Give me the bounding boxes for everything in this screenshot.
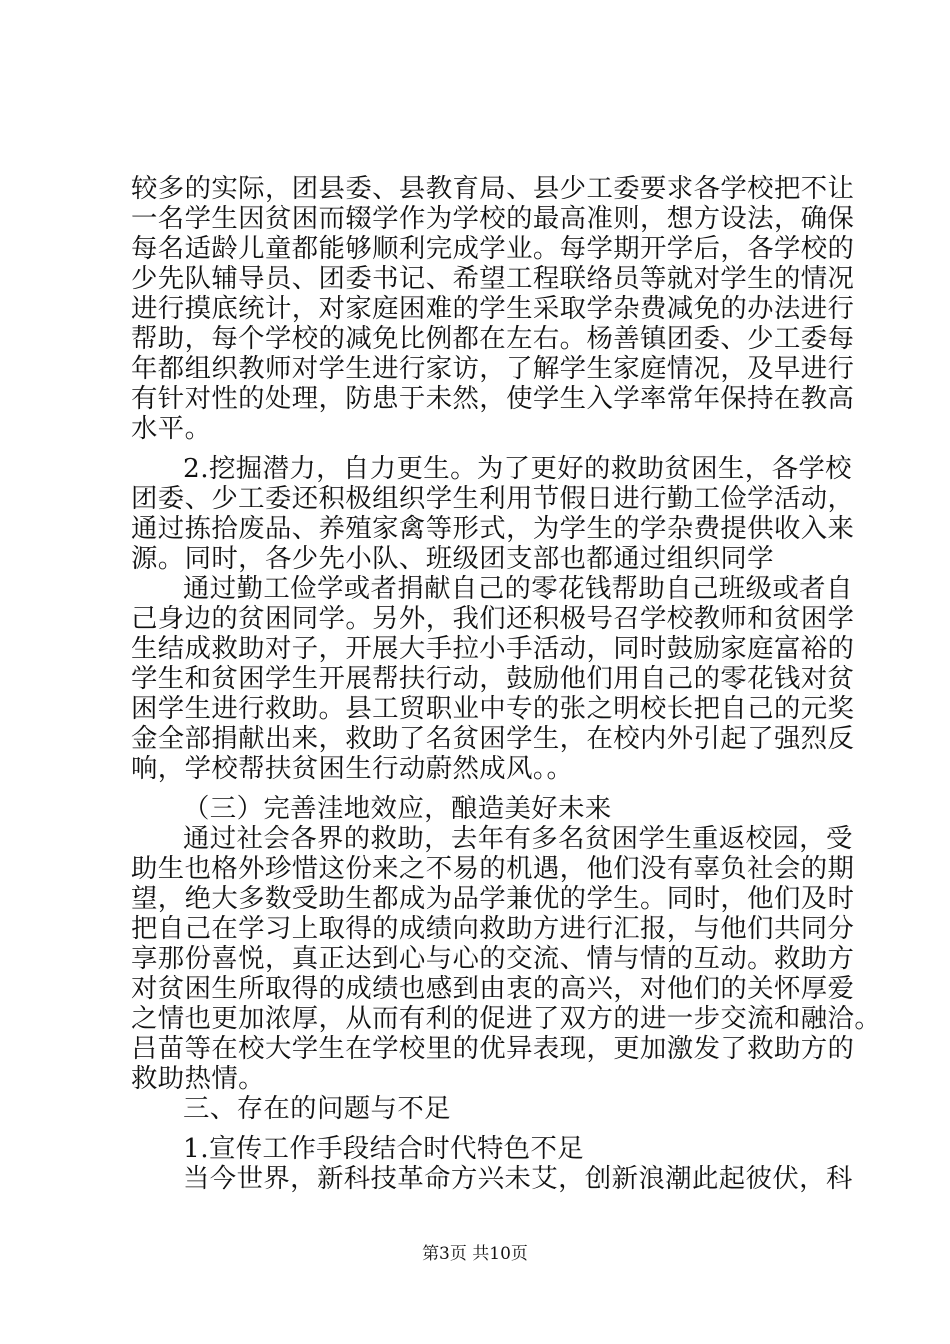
body-line: 有针对性的处理，防患于未然，使学生入学率常年保持在教高 — [131, 383, 855, 414]
page-footer: 第3页 共10页 — [422, 1244, 528, 1264]
body-line: 享那份喜悦，真正达到心与心的交流、情与情的互动。救助方 — [131, 943, 855, 974]
body-line: 生结成救助对子，开展大手拉小手活动，同时鼓励家庭富裕的 — [131, 633, 855, 664]
body-line: 当今世界，新科技革命方兴未艾，创新浪潮此起彼伏，科 — [183, 1163, 853, 1194]
body-line: 之情也更加浓厚，从而有利的促进了双方的进一步交流和融洽。 — [131, 1003, 882, 1034]
body-line: 通过勤工俭学或者捐献自己的零花钱帮助自己班级或者自 — [183, 573, 853, 604]
body-line: 对贫困生所取得的成绩也感到由衷的高兴，对他们的关怀厚爱 — [131, 973, 855, 1004]
body-line: 较多的实际，团县委、县教育局、县少工委要求各学校把不让 — [131, 173, 855, 204]
body-line: 每名适龄儿童都能够顺利完成学业。每学期开学后，各学校的 — [131, 233, 855, 264]
section-heading: 三、存在的问题与不足 — [183, 1093, 451, 1124]
body-line: 望，绝大多数受助生都成为品学兼优的学生。同时，他们及时 — [131, 883, 855, 914]
section-heading: （三）完善洼地效应，酿造美好未来 — [183, 793, 612, 824]
body-line: 帮助，每个学校的减免比例都在左右。杨善镇团委、少工委每 — [131, 323, 855, 354]
body-line: 己身边的贫困同学。另外，我们还积极号召学校教师和贫困学 — [131, 603, 855, 634]
subsection-heading: 1.宣传工作手段结合时代特色不足 — [183, 1133, 585, 1164]
body-line: 困学生进行救助。县工贸职业中专的张之明校长把自己的元奖 — [131, 693, 855, 724]
body-line: 吕苗等在校大学生在学校里的优异表现，更加激发了救助方的 — [131, 1033, 855, 1064]
body-line: 一名学生因贫困而辍学作为学校的最高准则，想方设法，确保 — [131, 203, 855, 234]
body-line: 进行摸底统计，对家庭困难的学生采取学杂费减免的办法进行 — [131, 293, 855, 324]
body-line: 金全部捐献出来，救助了名贫困学生，在校内外引起了强烈反 — [131, 723, 855, 754]
body-line: 2.挖掘潜力，自力更生。为了更好的救助贫困生，各学校 — [183, 453, 852, 484]
body-line: 少先队辅导员、团委书记、希望工程联络员等就对学生的情况 — [131, 263, 855, 294]
body-line: 把自己在学习上取得的成绩向救助方进行汇报，与他们共同分 — [131, 913, 855, 944]
body-line: 源。同时，各少先小队、班级团支部也都通过组织同学 — [131, 543, 774, 574]
body-line: 助生也格外珍惜这份来之不易的机遇，他们没有辜负社会的期 — [131, 853, 855, 884]
body-line: 通过拣拾废品、养殖家禽等形式，为学生的学杂费提供收入来 — [131, 513, 855, 544]
body-line: 年都组织教师对学生进行家访，了解学生家庭情况，及早进行 — [131, 353, 855, 384]
body-line: 救助热情。 — [131, 1063, 265, 1094]
body-line: 通过社会各界的救助，去年有多名贫困学生重返校园，受 — [183, 823, 853, 854]
body-line: 学生和贫困学生开展帮扶行动，鼓励他们用自己的零花钱对贫 — [131, 663, 855, 694]
body-line: 响，学校帮扶贫困生行动蔚然成风。。 — [131, 753, 574, 784]
body-line: 团委、少工委还积极组织学生利用节假日进行勤工俭学活动， — [131, 483, 855, 514]
body-line: 水平。 — [131, 413, 212, 444]
